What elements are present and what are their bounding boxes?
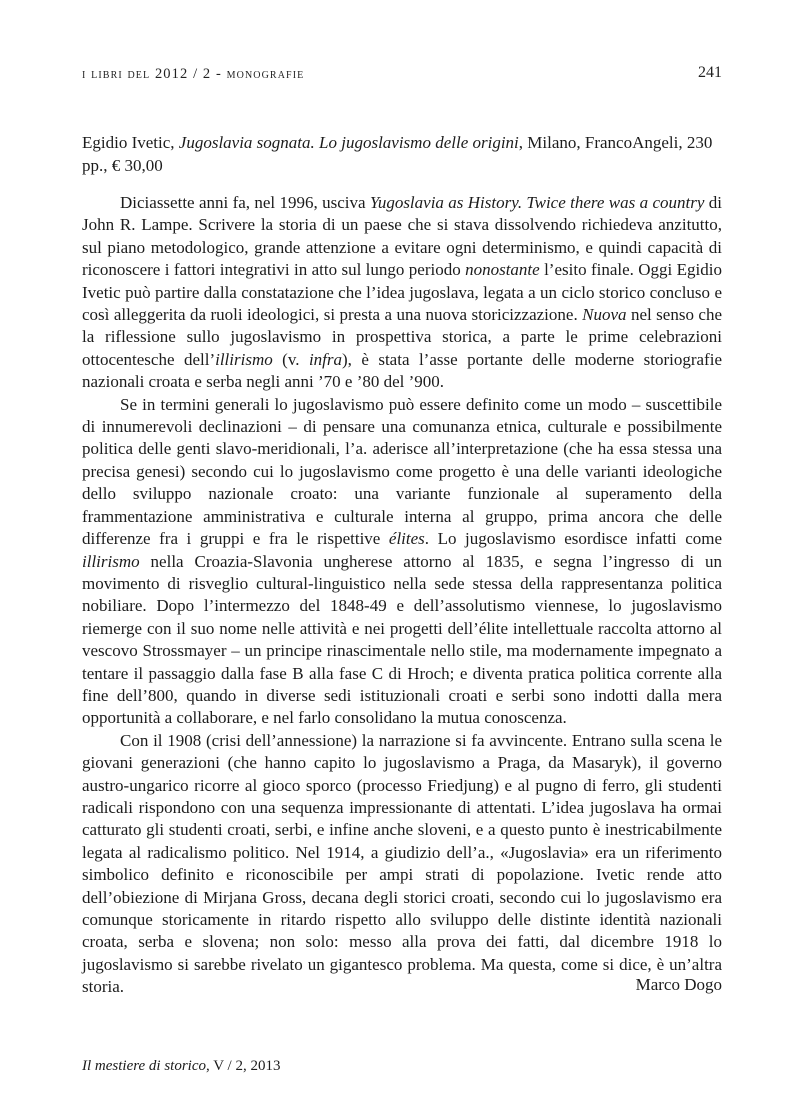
text-run: (v.: [272, 349, 309, 369]
body-paragraph: [82, 192, 722, 394]
italic-text: illirismo: [215, 349, 273, 369]
page-number: 241: [698, 64, 722, 81]
journal-name: Il mestiere di storico: [82, 1058, 207, 1074]
italic-text: infra: [308, 349, 342, 369]
italic-text: illirismo: [82, 551, 140, 571]
journal-issue: , V / 2, 2013: [206, 1058, 281, 1074]
book-citation: [82, 131, 722, 177]
running-head: [82, 64, 722, 88]
text-run: di John R. Lampe. Scrivere la storia di un paese che si stava dissolvendo richiedeva anzitutto, sul piano metodologico, grande attenzione a evitare ogni determinismo, e quindi capacità di riconoscere i fattori integrativi in atto sul lungo periodo: [82, 193, 722, 280]
reviewer-signature: Marco Dogo: [635, 975, 722, 994]
text-run: . Lo jugoslavismo esordisce infatti come: [424, 529, 723, 549]
italic-text: élites: [388, 529, 425, 549]
citation-details: , Milano, FrancoAngeli, 230 pp., € 30,00: [82, 133, 713, 175]
citation-author: Egidio Ivetic,: [82, 133, 179, 152]
running-head-title: i libri del 2012 / 2 - monografie: [82, 66, 305, 82]
text-run: Se in termini generali lo jugoslavismo può essere definito come un modo – suscettibile di innumerevoli declinazioni – di pensare una comunanza etnica, culturale e possibilmente politica delle genti slavo-meridionali, l’a. aderisce all’interpretazione (che ha essa stessa una precisa genesi) secondo cui lo jugoslavismo come progetto è una delle varianti ideologiche dello sviluppo nazionale croato: una variante funzionale al superamento della frammentazione amministrativa e culturale interna al gruppo, prima ancora che delle differenze fra i gruppi e fra le rispettive: [82, 394, 722, 549]
text-run: Diciassette anni fa, nel 1996, usciva: [120, 193, 370, 212]
citation-title: Jugoslavia sognata. Lo jugoslavismo delle origini: [178, 133, 519, 152]
italic-text: nonostante: [465, 260, 540, 280]
document-page: [82, 0, 722, 1120]
body-paragraph: [82, 394, 722, 730]
text-run: ), è stata l’asse portante delle moderne storiografie nazionali croata e serba negli anni ’70 e ’80 del ’900.: [82, 349, 722, 392]
text-run: Con il 1908 (crisi dell’annessione) la narrazione si fa avvincente. Entrano sulla scena le giovani generazioni (che hanno capito lo jugoslavismo a Praga, da Masaryk), il governo austro-ungarico ricorre al gioco sporco (processo Friedjung) e al pugno di ferro, gli studenti radicali rispondono con una sequenza impressionante di attentati. L’idea jugoslava ha ormai catturato gli studenti croati, serbi, e infine anche sloveni, e a questo punto è inestricabilmente legata al radicalismo politico. Nel 1914, a giudizio dell’a., «Jugoslavia» era un riferimento simbolico definito e riconoscibile per ampi strati di popolazione. Ivetic rende atto dell’obiezione di Mirjana Gross, decana degli storici croati, secondo cui lo jugoslavismo era comunque storicamente in ritardo rispetto allo sviluppo delle distinte identità nazionali croata, serba e slovena; non solo: messo alla prova dei fatti, dal dicembre 1918 lo jugoslavismo si sarebbe rivelato un gigantesco problema. Ma questa, come si dice, è un’altra storia.: [82, 730, 722, 997]
text-run: l’esito finale. Oggi Egidio Ivetic può partire dalla constatazione che l’idea jugoslava, legata a un ciclo storico concluso e così alleggerita da ruoli ideologici, si presta a una nuova storicizzazione.: [82, 260, 722, 325]
review-body: [82, 192, 722, 999]
text-run: nel senso che la riflessione sullo jugoslavismo in prospettiva storica, a parte le prime celebrazioni ottocentesche dell’: [82, 305, 722, 369]
italic-text: Yugoslavia as History. Twice there was a country: [369, 193, 705, 212]
body-paragraph: [82, 730, 722, 999]
journal-footer: [82, 1058, 280, 1075]
text-run: nella Croazia-Slavonia ungherese attorno al 1835, e segna l’ingresso di un movimento di risveglio cultural-linguistico nella sede stessa della rappresentanza politica nobiliare. Dopo l’intermezzo del 1848-49 e dell’assolutismo viennese, lo jugoslavismo riemerge con il suo nome nelle attività e nei progetti dell’élite intellettuale raccolta attorno al vescovo Strossmayer – un principe rinascimentale nello stile, ma modernamente impegnato a tentare il passaggio dalla fase B alla fase C di Hroch; e diventa pratica politica corrente alla fine dell’800, quando in diverse sedi istituzionali croati e serbi sono indotti dalla mera opportunità a collaborare, e nel farlo consolidano la mutua conoscenza.: [82, 551, 722, 728]
italic-text: Nuova: [582, 305, 627, 325]
